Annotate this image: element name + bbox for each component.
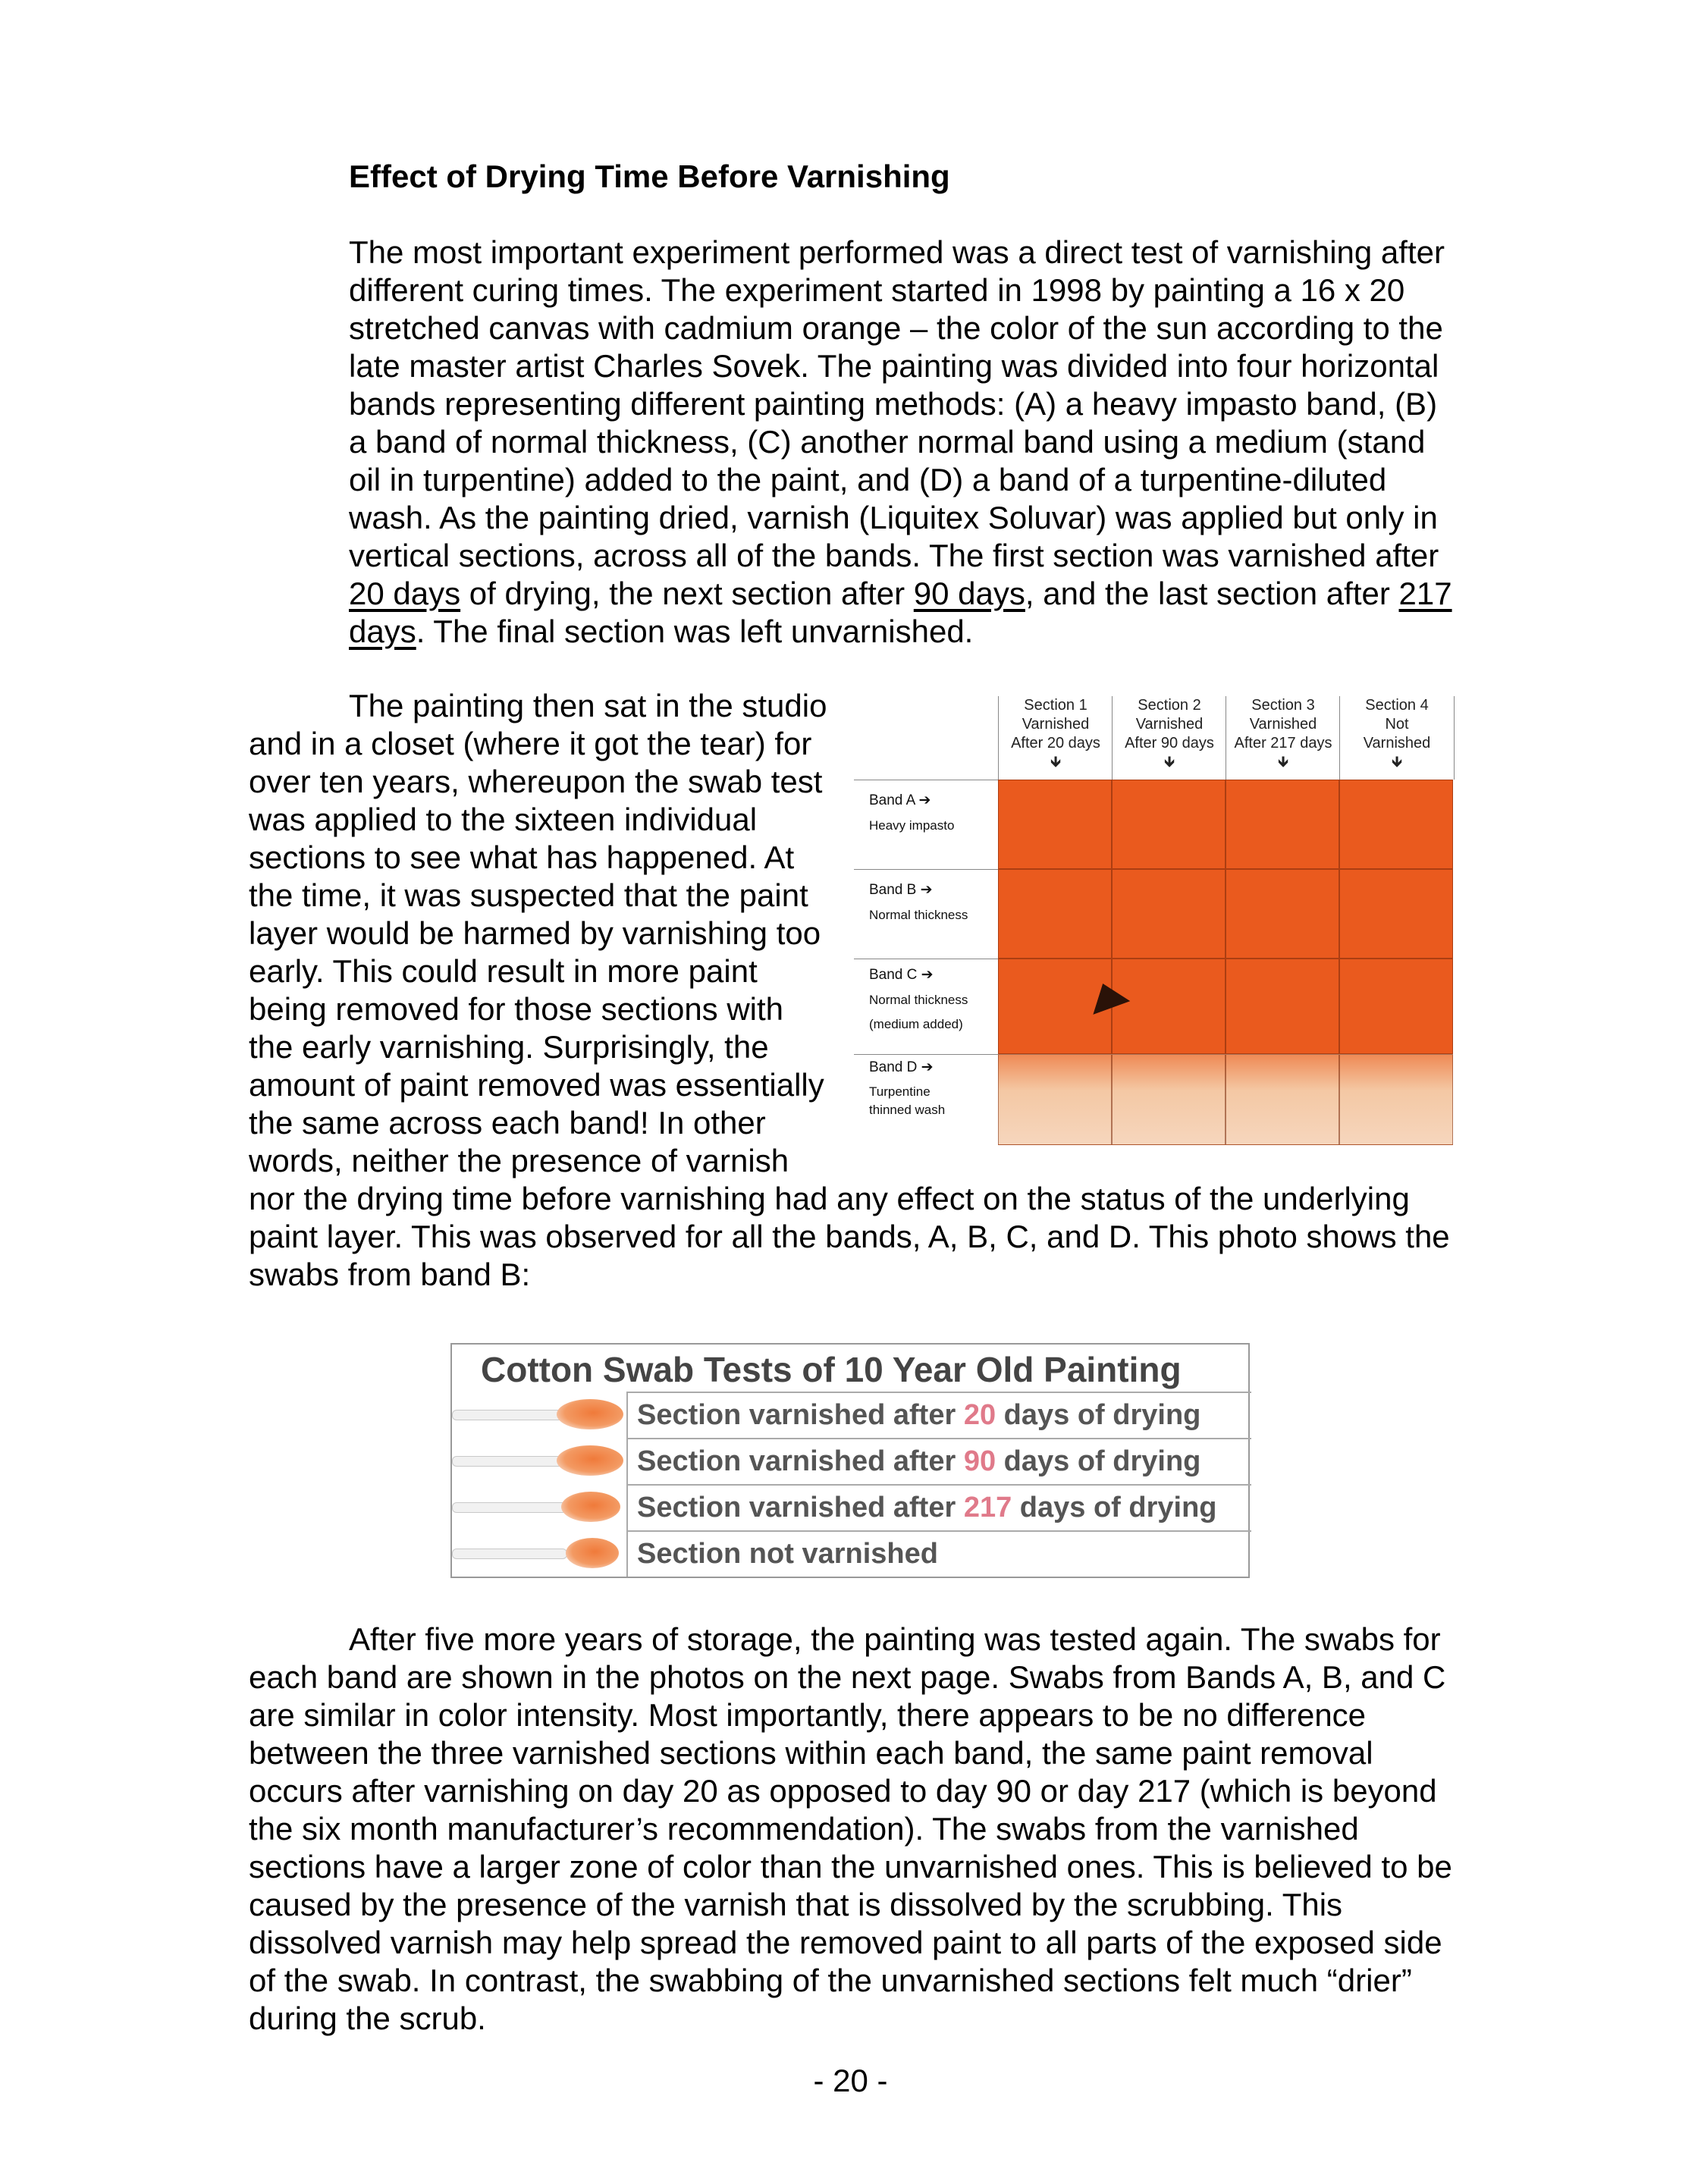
down-arrow-icon: 🡻 <box>1050 754 1062 770</box>
p1-underline-20-days: 20 days <box>349 576 461 611</box>
section-3-header: Section 3 Varnished After 217 days 🡻 <box>1226 696 1340 780</box>
grid-cell <box>998 780 1112 869</box>
p1-text-a: The most important experiment performed was a direct test of varnishing after different curing times. The experiment started in 1998 by painting a 16 x 20 stretched canvas with cadmium orange – the color of the sun according to the late master artist Charles Sovek. The painting was divided into four horizontal bands representing different painting methods: (A) a heavy impasto band, (B) a band of normal thickness, (C) another normal band using a medium (stand oil in turpentine) added to the paint, and (D) a band of a turpentine-diluted wash. As the painting dried, varnish (Liquitex Soluvar) was applied but only in vertical sections, across all of the bands. The first section was varnished after <box>349 234 1445 573</box>
grid-cell <box>1226 1054 1339 1145</box>
p1-text-b: of drying, the next section after <box>460 576 914 611</box>
section-2-header: Section 2 Varnished After 90 days 🡻 <box>1112 696 1226 780</box>
swab-row-90-days: Section varnished after 90 days of drying <box>626 1438 1251 1484</box>
grid-cell <box>1339 959 1453 1054</box>
cotton-swab-image <box>452 1533 623 1571</box>
grid-cell <box>1339 1054 1453 1145</box>
down-arrow-icon: 🡻 <box>1277 754 1289 770</box>
page-number: - 20 - <box>813 2063 888 2098</box>
grid-cell <box>1112 780 1226 869</box>
grid-header <box>854 696 1453 780</box>
grid-cell <box>1339 780 1453 869</box>
section-4-header: Section 4 Not Varnished 🡻 <box>1339 696 1455 780</box>
p1-text-c: , and the last section after <box>1025 576 1399 611</box>
swab-row-217-days: Section varnished after 217 days of drying <box>626 1484 1251 1530</box>
section-heading: Effect of Drying Time Before Varnishing <box>349 158 950 194</box>
painting-photo <box>998 780 1453 1145</box>
paragraph-3: After five more years of storage, the painting was tested again. The swabs for each band are shown in the photos on the next page. Swabs from Bands A, B, and C are similar in color intensity. Most importantly, there appears to be no difference between the three varnished sections within each band, the same paint removal occurs after varnishing on day 20 as opposed to day 90 or day 217 (which is beyond the six month manufacturer’s recommendation). The swabs from the varnished sections have a larger zone of color than the unvarnished ones. This is believed to be caused by the presence of the varnish that is dissolved by the scrubbing. This dissolved varnish may help spread the removed paint to all parts of the exposed side of the swab. In contrast, the swabbing of the unvarnished sections felt much “drier” during the scrub. <box>249 1621 1452 2036</box>
down-arrow-icon: 🡻 <box>1163 754 1175 770</box>
cotton-swab-image <box>452 1487 623 1525</box>
paragraph-1 <box>249 234 1455 651</box>
p1-text-d: . The final section was left unvarnished. <box>416 613 974 649</box>
paragraph-2 <box>249 687 1462 1294</box>
band-b-label: Band B ➔ Normal thickness <box>854 869 998 959</box>
grid-cell <box>1226 780 1339 869</box>
cotton-swab-figure <box>450 1343 1250 1578</box>
grid-cell <box>1112 959 1226 1054</box>
band-c-label: Band C ➔ Normal thickness (medium added) <box>854 959 998 1054</box>
grid-cell <box>998 1054 1112 1145</box>
painting-grid-figure <box>854 696 1453 1145</box>
grid-cell <box>1339 869 1453 959</box>
swab-row-20-days: Section varnished after 20 days of drying <box>626 1392 1251 1438</box>
grid-cell <box>1226 959 1339 1054</box>
p1-underline-217-days: 217 days <box>349 576 1452 649</box>
section-1-header: Section 1 Varnished After 20 days 🡻 <box>998 696 1113 780</box>
grid-body <box>854 780 1453 1145</box>
cotton-swab-image <box>452 1395 623 1432</box>
swab-row-not-varnished: Section not varnished <box>626 1530 1251 1577</box>
band-d-label: Band D ➔ Turpentine thinned wash <box>854 1054 998 1145</box>
p1-underline-90-days: 90 days <box>913 576 1025 611</box>
band-a-label: Band A ➔ Heavy impasto <box>854 780 998 869</box>
grid-cell <box>1226 869 1339 959</box>
swab-figure-title: Cotton Swab Tests of 10 Year Old Painting <box>481 1350 1182 1389</box>
grid-cell <box>998 869 1112 959</box>
cotton-swab-image <box>452 1441 623 1479</box>
grid-cell <box>1112 1054 1226 1145</box>
grid-cell <box>1112 869 1226 959</box>
paragraph-2-text: The painting then sat in the studio and in a closet (where it got the tear) for over ten years, whereupon the swab test was applied to the sixteen individual sections to see what has happened. At the time, it was suspected that the paint layer would be harmed by varnishing too early. This could result in more paint being removed for those sections with the early varnishing. Surprisingly, the amount of paint removed was essentially the same across each band! In other words, neither the presence of varnish nor the drying time before varnishing had any effect on the status of the underlying paint layer. This was observed for all the bands, A, B, C, and D. This photo shows the swabs from band B: <box>249 688 1450 1292</box>
down-arrow-icon: 🡻 <box>1391 754 1403 770</box>
